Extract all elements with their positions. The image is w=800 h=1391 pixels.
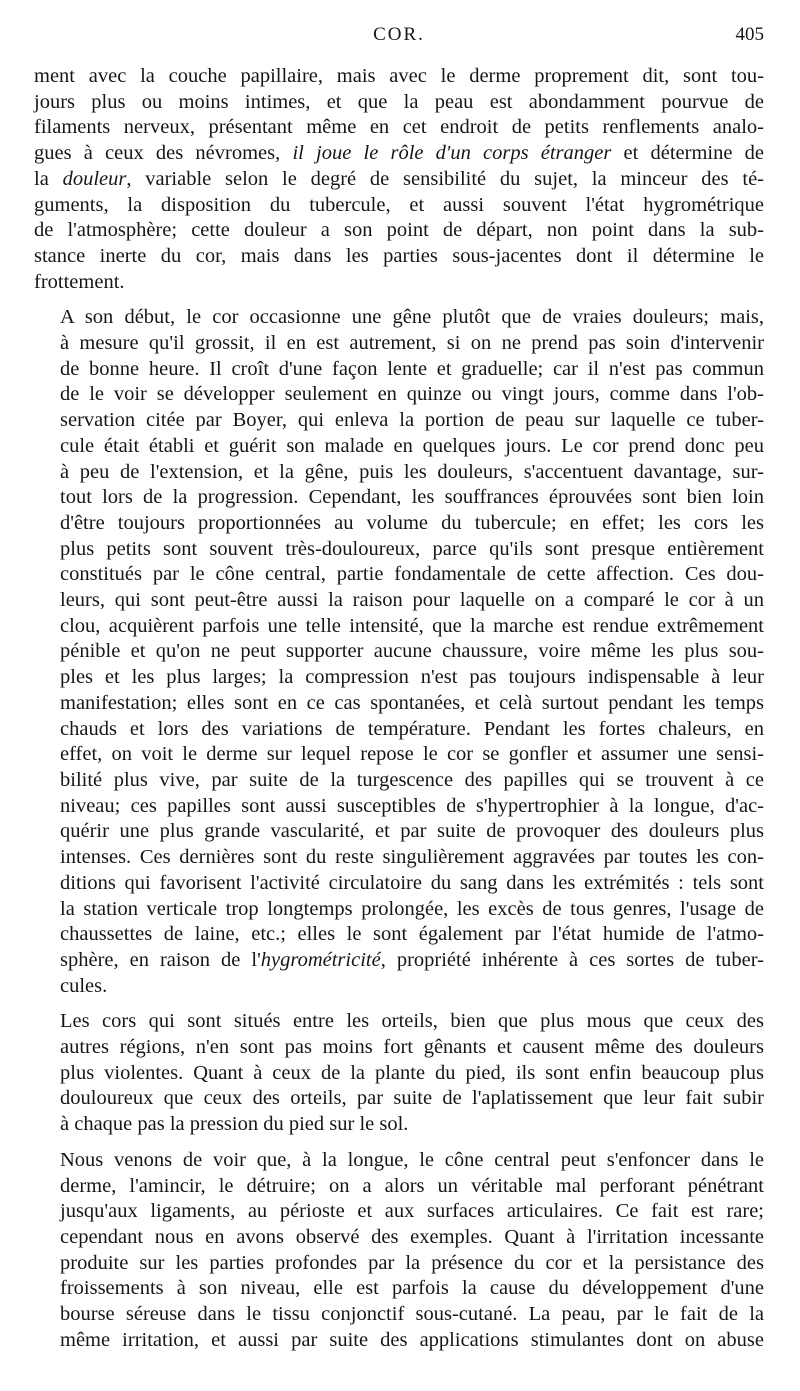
- text-line: intenses. Ces dernières sont du reste singulièrement aggravées par toutes les con-: [60, 846, 764, 869]
- text-line: à peu de l'extension, et la gêne, puis les douleurs, s'accentuent davantage, sur-: [60, 460, 764, 483]
- text-line: manifestation; elles sont en ce cas spontanées, et celà surtout pendant les temps: [60, 691, 764, 714]
- text-line: guments, la disposition du tubercule, et aussi souvent l'état hygrométrique: [34, 193, 764, 216]
- text-line: de bonne heure. Il croît d'une façon lente et graduelle; car il n'est pas commun: [60, 357, 764, 380]
- running-title: COR.: [373, 24, 425, 45]
- text-line: ditions qui favorisent l'activité circulatoire du sang dans les extrémités : tels sont: [60, 871, 764, 894]
- text-line: A son début, le cor occasionne une gêne plutôt que de vraies douleurs; mais,: [60, 306, 764, 329]
- text-line: la douleur, variable selon le degré de sensibilité du sujet, la minceur des té-: [34, 167, 764, 190]
- paragraph: [34, 64, 764, 295]
- text-line: stance inerte du cor, mais dans les parties sous-jacentes dont il détermine le: [34, 244, 764, 267]
- body-text: [34, 64, 764, 1353]
- text-line: de l'atmosphère; cette douleur a son point de départ, non point dans la sub-: [34, 219, 764, 242]
- text-line: constitués par le cône central, partie fondamentale de cette affection. Ces dou-: [60, 563, 764, 586]
- text-line: ples et les plus larges; la compression n'est pas toujours indispensable à leur: [60, 666, 764, 689]
- text-line: plus violentes. Quant à ceux de la plante du pied, ils sont enfin beaucoup plus: [60, 1061, 764, 1084]
- text-line: filaments nerveux, présentant même en cet endroit de petits renflements analo-: [34, 116, 764, 139]
- page-number: 405: [735, 24, 764, 45]
- text-line: à chaque pas la pression du pied sur le sol.: [60, 1113, 409, 1136]
- text-line: gues à ceux des névromes, il joue le rôle d'un corps étranger et détermine de: [34, 142, 764, 165]
- text-line: Les cors qui sont situés entre les orteils, bien que plus mous que ceux des: [60, 1010, 764, 1033]
- paragraph: [34, 305, 764, 999]
- text-line: bourse séreuse dans le tissu conjonctif sous-cutané. La peau, par le fait de la: [60, 1303, 764, 1326]
- text-line: même irritation, et aussi par suite des applications stimulantes dont on abuse: [60, 1328, 764, 1351]
- text-line: cule était établi et guérit son malade en quelques jours. Le cor prend donc peu: [60, 434, 764, 457]
- running-header: [34, 0, 764, 50]
- text-line: niveau; ces papilles sont aussi susceptibles de s'hypertrophier à la longue, d'ac-: [60, 794, 764, 817]
- text-line: quérir une plus grande vascularité, et par suite de provoquer des douleurs plus: [60, 820, 764, 843]
- text-line: chaussettes de laine, etc.; elles le sont également par l'état humide de l'atmo-: [60, 923, 764, 946]
- text-line: sphère, en raison de l'hygrométricité, propriété inhérente à ces sortes de tuber-: [60, 948, 764, 971]
- text-line: tout lors de la progression. Cependant, les souffrances éprouvées sont bien loin: [60, 486, 764, 509]
- text-line: chauds et lors des variations de température. Pendant les fortes chaleurs, en: [60, 717, 764, 740]
- text-line: clou, acquièrent parfois une telle intensité, que la marche est rendue extrêmement: [60, 614, 764, 637]
- text-line: de le voir se développer seulement en quinze ou vingt jours, comme dans l'ob-: [60, 383, 764, 406]
- text-line: ment avec la couche papillaire, mais avec le derme proprement dit, sont tou-: [34, 65, 764, 87]
- text-line: Nous venons de voir que, à la longue, le cône central peut s'enfoncer dans le: [60, 1148, 764, 1171]
- text-line: d'être toujours proportionnées au volume du tubercule; en effet; les cors les: [60, 511, 764, 534]
- text-line: douloureux que ceux des orteils, par suite de l'aplatissement que leur fait subir: [60, 1087, 764, 1110]
- text-line: cependant nous en avons observé des exemples. Quant à l'irritation incessante: [60, 1225, 764, 1248]
- text-line: la station verticale trop longtemps prolongée, les excès de tous genres, l'usage de: [60, 897, 764, 920]
- text-line: à mesure qu'il grossit, il en est autrement, si on ne prend pas soin d'intervenir: [60, 332, 764, 355]
- text-line: froissements à son niveau, elle est parfois la cause du développement d'une: [60, 1277, 764, 1300]
- paragraph: [34, 1148, 764, 1354]
- text-line: autres régions, n'en sont pas moins fort gênants et causent même des douleurs: [60, 1036, 764, 1059]
- text-line: leurs, qui sont peut-être aussi la raison pour laquelle on a comparé le cor à un: [60, 589, 764, 612]
- text-line: jours plus ou moins intimes, et que la peau est abondamment pourvue de: [34, 90, 764, 113]
- text-line: plus petits sont souvent très-douloureux, parce qu'ils sont presque entièrement: [60, 537, 764, 560]
- text-line: cules.: [60, 974, 108, 997]
- text-line: pénible et qu'on ne peut supporter aucune chaussure, voire même les plus sou-: [60, 640, 764, 663]
- paragraph: [34, 1009, 764, 1138]
- text-line: derme, l'amincir, le détruire; on a alors un véritable mal perforant pénétrant: [60, 1174, 764, 1197]
- text-line: produite sur les parties profondes par la présence du cor et la persistance des: [60, 1251, 764, 1274]
- text-line: servation citée par Boyer, qui enleva la portion de peau sur laquelle ce tuber-: [60, 409, 764, 432]
- text-line: frottement.: [34, 270, 125, 293]
- text-line: jusqu'aux ligaments, au périoste et aux surfaces articulaires. Ce fait est rare;: [60, 1200, 764, 1223]
- text-line: effet, on voit le derme sur lequel repose le cor se gonfler et assumer une sensi-: [60, 743, 764, 766]
- text-line: bilité plus vive, par suite de la turgescence des papilles qui se trouvent à ce: [60, 768, 764, 791]
